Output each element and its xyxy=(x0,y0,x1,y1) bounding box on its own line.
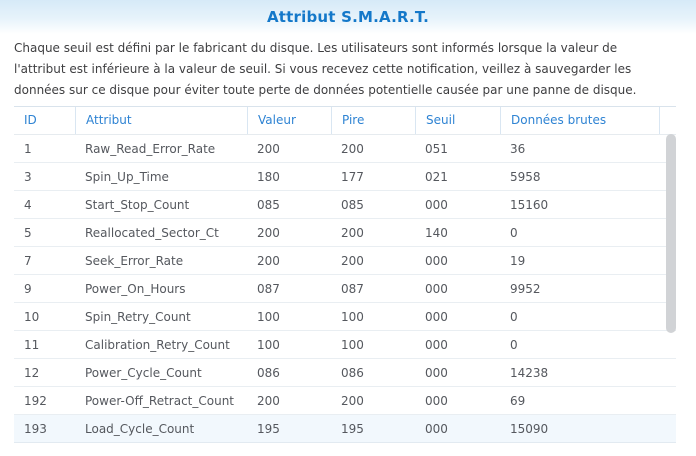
cell-attribut: Raw_Read_Error_Rate xyxy=(85,141,216,156)
cell-id: 11 xyxy=(24,337,40,352)
cell-seuil: 000 xyxy=(425,365,448,380)
cell-id: 10 xyxy=(24,309,40,324)
cell-attribut: Power_Cycle_Count xyxy=(85,365,202,380)
cell-seuil: 021 xyxy=(425,169,448,184)
description-line: données sur ce disque pour éviter toute perte de données potentielle causée par une panne de disque. xyxy=(14,83,637,97)
cell-pire: 200 xyxy=(341,393,364,408)
cell-donnees-brutes: 0 xyxy=(510,225,518,240)
column-header-pire[interactable]: Pire xyxy=(331,107,415,134)
cell-id: 3 xyxy=(24,169,32,184)
description-text xyxy=(14,38,682,101)
table-row[interactable] xyxy=(14,135,676,163)
table-row[interactable] xyxy=(14,331,676,359)
cell-pire: 086 xyxy=(341,365,364,380)
cell-valeur: 100 xyxy=(257,337,280,352)
table-body xyxy=(14,135,676,443)
cell-pire: 200 xyxy=(341,141,364,156)
table-row[interactable] xyxy=(14,275,676,303)
cell-attribut: Start_Stop_Count xyxy=(85,197,190,212)
table-header-row xyxy=(14,106,676,135)
cell-donnees-brutes: 36 xyxy=(510,141,526,156)
table-row[interactable] xyxy=(14,219,676,247)
cell-pire: 177 xyxy=(341,169,364,184)
cell-attribut: Spin_Up_Time xyxy=(85,169,169,184)
cell-seuil: 000 xyxy=(425,281,448,296)
table-row[interactable] xyxy=(14,303,676,331)
cell-valeur: 200 xyxy=(257,225,280,240)
column-header-attribut[interactable]: Attribut xyxy=(75,107,247,134)
page-header xyxy=(0,0,696,34)
cell-pire: 087 xyxy=(341,281,364,296)
cell-attribut: Spin_Retry_Count xyxy=(85,309,191,324)
table-row[interactable] xyxy=(14,247,676,275)
cell-id: 5 xyxy=(24,225,32,240)
description-line: l'attribut est inférieure à la valeur de seuil. Si vous recevez cette notification, veillez à sauvegarder les xyxy=(14,62,632,76)
cell-donnees-brutes: 5958 xyxy=(510,169,541,184)
column-header-gutter xyxy=(659,107,676,134)
cell-id: 1 xyxy=(24,141,32,156)
cell-id: 9 xyxy=(24,281,32,296)
column-header-donnees-brutes[interactable]: Données brutes xyxy=(500,107,659,134)
smart-attributes-table xyxy=(14,106,676,443)
cell-id: 192 xyxy=(24,393,47,408)
cell-attribut: Power_On_Hours xyxy=(85,281,186,296)
cell-valeur: 086 xyxy=(257,365,280,380)
cell-pire: 195 xyxy=(341,421,364,436)
cell-id: 7 xyxy=(24,253,32,268)
cell-donnees-brutes: 9952 xyxy=(510,281,541,296)
cell-donnees-brutes: 0 xyxy=(510,337,518,352)
page-title: Attribut S.M.A.R.T. xyxy=(267,8,429,26)
column-header-id[interactable]: ID xyxy=(24,113,37,127)
cell-donnees-brutes: 15090 xyxy=(510,421,549,436)
cell-id: 193 xyxy=(24,421,47,436)
cell-attribut: Calibration_Retry_Count xyxy=(85,337,230,352)
cell-seuil: 000 xyxy=(425,253,448,268)
cell-valeur: 200 xyxy=(257,141,280,156)
cell-attribut: Seek_Error_Rate xyxy=(85,253,184,268)
cell-valeur: 195 xyxy=(257,421,280,436)
cell-attribut: Power-Off_Retract_Count xyxy=(85,393,235,408)
cell-donnees-brutes: 0 xyxy=(510,309,518,324)
cell-valeur: 100 xyxy=(257,309,280,324)
table-row[interactable] xyxy=(14,359,676,387)
table-row[interactable] xyxy=(14,191,676,219)
cell-seuil: 000 xyxy=(425,197,448,212)
cell-donnees-brutes: 69 xyxy=(510,393,526,408)
cell-seuil: 000 xyxy=(425,421,448,436)
column-header-seuil[interactable]: Seuil xyxy=(415,107,500,134)
cell-valeur: 200 xyxy=(257,393,280,408)
cell-attribut: Load_Cycle_Count xyxy=(85,421,195,436)
cell-id: 4 xyxy=(24,197,32,212)
cell-valeur: 087 xyxy=(257,281,280,296)
table-row[interactable] xyxy=(14,163,676,191)
cell-id: 12 xyxy=(24,365,40,380)
cell-seuil: 000 xyxy=(425,309,448,324)
table-row[interactable] xyxy=(14,415,676,443)
cell-seuil: 000 xyxy=(425,393,448,408)
cell-valeur: 200 xyxy=(257,253,280,268)
cell-donnees-brutes: 14238 xyxy=(510,365,549,380)
cell-seuil: 140 xyxy=(425,225,448,240)
cell-donnees-brutes: 19 xyxy=(510,253,526,268)
cell-pire: 200 xyxy=(341,253,364,268)
cell-pire: 100 xyxy=(341,337,364,352)
column-header-valeur[interactable]: Valeur xyxy=(247,107,331,134)
description-line: Chaque seuil est défini par le fabricant du disque. Les utilisateurs sont informés lorsque la valeur de xyxy=(14,41,618,55)
cell-attribut: Reallocated_Sector_Ct xyxy=(85,225,219,240)
table-row[interactable] xyxy=(14,387,676,415)
cell-pire: 085 xyxy=(341,197,364,212)
cell-donnees-brutes: 15160 xyxy=(510,197,549,212)
cell-pire: 200 xyxy=(341,225,364,240)
cell-seuil: 000 xyxy=(425,337,448,352)
cell-valeur: 180 xyxy=(257,169,280,184)
vertical-scrollbar-thumb[interactable] xyxy=(666,134,676,333)
cell-pire: 100 xyxy=(341,309,364,324)
cell-valeur: 085 xyxy=(257,197,280,212)
cell-seuil: 051 xyxy=(425,141,448,156)
